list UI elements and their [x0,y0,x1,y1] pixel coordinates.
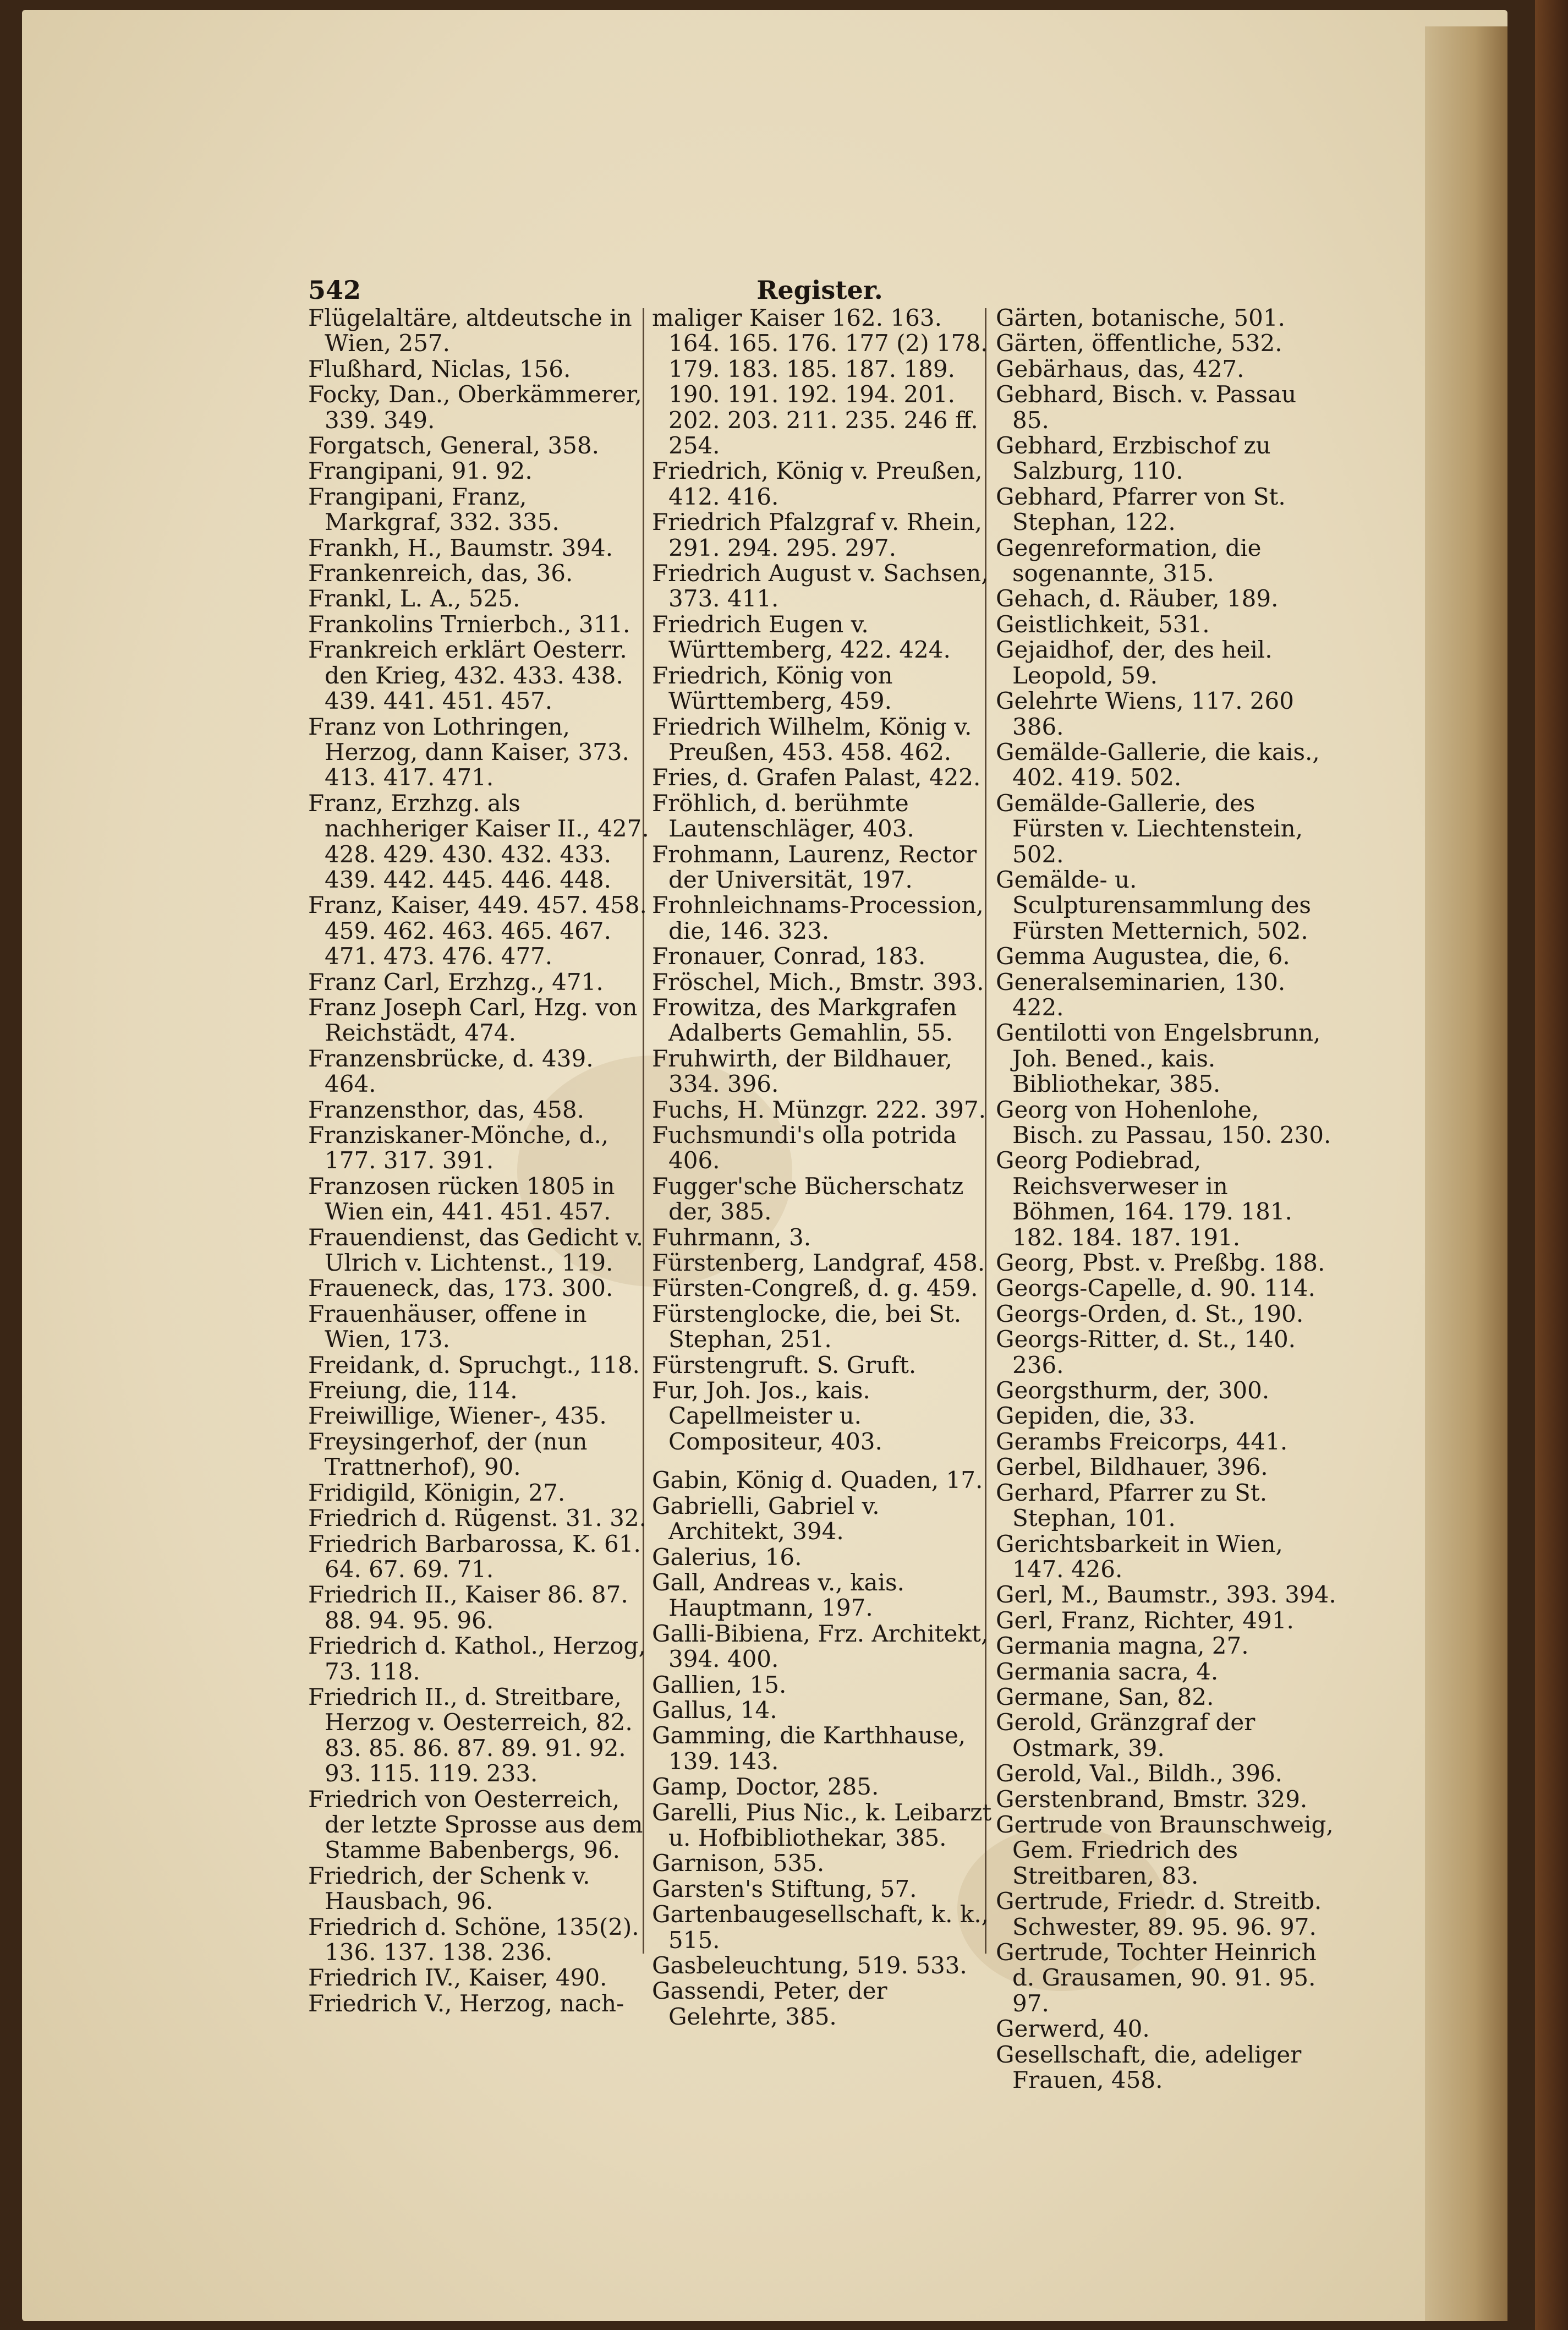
index-entry: Fuchs, H. Münzgr. 222. 397. [652,1096,986,1123]
index-entry: Gertrude, Friedr. d. Streitb. Schwester, 89. 95. 96. 97. [996,1888,1322,1940]
index-entry: Gebhard, Pfarrer von St. Stephan, 122. [996,483,1286,536]
index-entry: Forgatsch, General, 358. [308,432,599,460]
page-number: 542 [308,275,361,305]
index-entry: Gall, Andreas v., kais. Hauptmann, 197. [652,1568,904,1622]
index-entry: Frangipani, Franz, Markgraf, 332. 335. [308,483,560,536]
index-entry: Gemälde-Gallerie, des Fürsten v. Liechtenstein, 502. [996,789,1303,868]
index-entry: Frankl, L. A., 525. [308,585,520,612]
index-entry: Gerold, Gränzgraf der Ostmark, 39. [996,1709,1256,1762]
index-entry: Franz, Erzhzg. als nachheriger Kaiser II., 427. 428. 429. 430. 432. 433. 439. 442. 445. 446. 448. [308,789,649,893]
index-entry: Gamp, Doctor, 285. [652,1773,879,1801]
running-title: Register. [756,275,883,305]
index-entry: Gebhard, Erzbischof zu Salzburg, 110. [996,432,1271,485]
index-entry: Fürstenberg, Landgraf, 458. [652,1249,985,1277]
index-entry: Friedrich II., d. Streitbare, Herzog v. Oesterreich, 82. 83. 85. 86. 87. 89. 91. 92. 93. 115. 119. 233. [308,1683,633,1787]
page-header [308,275,1331,308]
index-entry: Gerhard, Pfarrer zu St. Stephan, 101. [996,1479,1268,1532]
index-entry: Generalseminarien, 130. 422. [996,968,1286,1021]
index-entry: Gemälde- u. Sculpturensammlung des Fürsten Metternich, 502. [996,866,1311,944]
index-entry: Gejaidhof, der, des heil. Leopold, 59. [996,636,1273,689]
index-entry: Fries, d. Grafen Palast, 422. [652,764,981,791]
index-entry: Frankreich erklärt Oesterr. den Krieg, 432. 433. 438. 439. 441. 451. 457. [308,636,627,715]
index-entry: Freysingerhof, der (nun Trattnerhof), 90. [308,1427,588,1481]
index-entry: Friedrich II., Kaiser 86. 87. 88. 94. 95. 96. [308,1581,628,1634]
index-entry: Frohmann, Laurenz, Rector der Universität, 197. [652,840,977,893]
index-entry: Georg von Hohenlohe, Bisch. zu Passau, 150. 230. [996,1096,1331,1148]
index-entry: Franz, Kaiser, 449. 457. 458. 459. 462. 463. 465. 467. 471. 473. 476. 477. [308,891,647,970]
index-entry: Gerwerd, 40. [996,2015,1150,2043]
index-entry: Gehach, d. Räuber, 189. [996,585,1279,612]
index-entry: Gamming, die Karthhause, 139. 143. [652,1722,966,1775]
index-entry: Georg Podiebrad, Reichsverweser in Böhmen, 164. 179. 181. 182. 184. 187. 191. [996,1147,1292,1251]
index-entry: Fuhrmann, 3. [652,1223,812,1251]
index-entry: Fröhlich, d. berühmte Lautenschläger, 403. [652,789,914,843]
index-entry: Gerstenbrand, Bmstr. 329. [996,1785,1308,1813]
index-entry: Frowitza, des Markgrafen Adalberts Gemahlin, 55. [652,993,957,1047]
index-entry: maliger Kaiser 162. 163. 164. 165. 176. 177 (2) 178. 179. 183. 185. 187. 189. 190. 191. 192. 194. 201. 202. 203. 211. 235. 246 ff. 254. [652,304,988,460]
index-entry: Gesellschaft, die, adeliger Frauen, 458. [996,2041,1302,2094]
index-entry: Georgs-Orden, d. St., 190. [996,1300,1304,1327]
index-entry: Gebärhaus, das, 427. [996,355,1244,382]
index-entry: Gerbel, Bildhauer, 396. [996,1453,1268,1481]
index-entry: Gegenreformation, die sogenannte, 315. [996,534,1262,587]
index-entry: Fürstenglocke, die, bei St. Stephan, 251. [652,1300,962,1353]
index-entry: Frohnleichnams-Procession, die, 146. 323. [652,891,984,944]
index-entry: Friedrich Wilhelm, König v. Preußen, 453. 458. 462. [652,713,972,765]
index-entry: Germane, San, 82. [996,1683,1214,1710]
index-entry: Franzensthor, das, 458. [308,1096,584,1123]
index-entry: Gemälde-Gallerie, die kais., 402. 419. 502. [996,738,1320,791]
index-entry: Frankenreich, das, 36. [308,560,573,587]
index-column-1 [308,305,649,2016]
index-entry: Gerold, Val., Bildh., 396. [996,1760,1283,1787]
index-entry: Gabin, König d. Quaden, 17. [652,1467,983,1494]
index-column-2 [652,305,993,2030]
index-entry: Georg, Pbst. v. Preßbg. 188. [996,1249,1325,1277]
book-binding [1535,0,1568,2330]
index-entry: Gerichtsbarkeit in Wien, 147. 426. [996,1530,1283,1583]
index-entry: Gelehrte Wiens, 117. 260 386. [996,687,1294,740]
index-entry: Georgsthurm, der, 300. [996,1377,1270,1404]
index-entry: Frangipani, 91. 92. [308,457,533,485]
index-entry: Franziskaner-Mönche, d., 177. 317. 391. [308,1122,609,1174]
index-entry: Gallien, 15. [652,1671,787,1698]
index-entry: Freiung, die, 114. [308,1377,518,1404]
index-entry: Gepiden, die, 33. [996,1402,1196,1430]
index-entry: Gallus, 14. [652,1696,777,1724]
index-entry: Fröschel, Mich., Bmstr. 393. [652,968,984,996]
index-entry: Friedrich d. Rügenst. 31. 32. [308,1505,646,1532]
index-entry: Franz Carl, Erzhzg., 471. [308,968,604,996]
index-entry: Flügelaltäre, altdeutsche in Wien, 257. [308,304,632,357]
index-entry: Gassendi, Peter, der Gelehrte, 385. [652,1977,887,2030]
index-entry: Fruhwirth, der Bildhauer, 334. 396. [652,1044,952,1098]
index-entry: Friedrich d. Schöne, 135(2). 136. 137. 138. 236. [308,1913,639,1966]
index-entry: Flußhard, Niclas, 156. [308,355,571,382]
index-entry: Galerius, 16. [652,1543,802,1571]
index-entry: Friedrich, König von Württemberg, 459. [652,661,893,715]
index-entry: Franz von Lothringen, Herzog, dann Kaiser, 373. 413. 417. 471. [308,713,629,791]
index-entry: Gerambs Freicorps, 441. [996,1427,1288,1455]
index-entry: Galli-Bibiena, Frz. Architekt, 394. 400. [652,1620,989,1673]
index-entry: Friedrich Barbarossa, K. 61. 64. 67. 69. 71. [308,1530,641,1583]
index-entry: Friedrich von Oesterreich, der letzte Sprosse aus dem Stamme Babenbergs, 96. [308,1785,643,1864]
index-entry: Focky, Dan., Oberkämmerer, 339. 349. [308,381,642,434]
index-entry: Franzosen rücken 1805 in Wien ein, 441. 451. 457. [308,1172,615,1226]
index-entry: Gertrude, Tochter Heinrich d. Grausamen, 90. 91. 95. 97. [996,1939,1317,2017]
index-entry: Friedrich, der Schenk v. Hausbach, 96. [308,1862,590,1915]
index-entry: Georgs-Ritter, d. St., 140. 236. [996,1326,1296,1379]
index-entry: Fridigild, Königin, 27. [308,1479,566,1506]
index-entry: Garelli, Pius Nic., k. Leibarzt u. Hofbibliothekar, 385. [652,1798,992,1851]
index-entry: Gerl, Franz, Richter, 491. [996,1606,1294,1634]
index-entry: Georgs-Capelle, d. 90. 114. [996,1275,1315,1302]
index-entry: Franzensbrücke, d. 439. 464. [308,1044,594,1098]
index-column-3 [996,305,1337,2093]
index-entry: Gentilotti von Engelsbrunn, Joh. Bened., kais. Bibliothekar, 385. [996,1019,1321,1098]
index-entry: Frankh, H., Baumstr. 394. [308,534,613,561]
index-entry: Gebhard, Bisch. v. Passau 85. [996,381,1297,434]
index-entry: Gemma Augustea, die, 6. [996,943,1290,970]
index-entry: Fronauer, Conrad, 183. [652,943,926,970]
index-entry: Frauenhäuser, offene in Wien, 173. [308,1300,587,1353]
index-entry: Fraueneck, das, 173. 300. [308,1275,613,1302]
index-entry: Freidank, d. Spruchgt., 118. [308,1351,640,1379]
index-entry: Fur, Joh. Jos., kais. Capellmeister u. Compositeur, 403. [652,1377,882,1455]
index-entry: Fürsten-Congreß, d. g. 459. [652,1275,978,1302]
index-entry: Gartenbaugesellschaft, k. k., 515. [652,1901,989,1954]
index-entry: Friedrich Pfalzgraf v. Rhein, 291. 294. 295. 297. [652,508,982,561]
index-entry: Garsten's Stiftung, 57. [652,1875,917,1902]
index-entry: Friedrich, König v. Preußen, 412. 416. [652,457,983,510]
index-entry: Fuchsmundi's olla potrida 406. [652,1122,957,1174]
index-entry: Friedrich August v. Sachsen, 373. 411. [652,560,989,612]
index-entry: Gertrude von Braunschweig, Gem. Friedrich des Streitbaren, 83. [996,1811,1334,1889]
index-entry: Fugger'sche Bücherschatz der, 385. [652,1172,964,1226]
index-entry: Freiwillige, Wiener-, 435. [308,1402,607,1430]
index-entry: Gabrielli, Gabriel v. Architekt, 394. [652,1492,880,1545]
index-entry: Gärten, botanische, 501. [996,304,1285,331]
index-entry: Fürstengruft. S. Gruft. [652,1351,917,1379]
index-entry: Frankolins Trnierbch., 311. [308,610,631,638]
index-entry: Germania magna, 27. [996,1632,1249,1660]
index-entry: Garnison, 535. [652,1850,825,1877]
index-entry: Franz Joseph Carl, Hzg. von Reichstädt, 474. [308,993,638,1047]
index-entry: Geistlichkeit, 531. [996,610,1210,638]
index-entry: Gärten, öffentliche, 532. [996,330,1282,357]
index-entry: Friedrich d. Kathol., Herzog, 73. 118. [308,1632,646,1685]
index-entry: Friedrich IV., Kaiser, 490. [308,1964,607,1992]
index-entry: Friedrich V., Herzog, nach- [308,1989,624,2017]
index-entry: Gasbeleuchtung, 519. 533. [652,1952,967,1979]
index-entry: Friedrich Eugen v. Württemberg, 422. 424. [652,610,951,664]
index-entry: Germania sacra, 4. [996,1658,1219,1685]
index-entry: Frauendienst, das Gedicht v. Ulrich v. Lichtenst., 119. [308,1223,644,1277]
page-edge [1425,26,1507,2321]
index-entry: Gerl, M., Baumstr., 393. 394. [996,1581,1336,1609]
